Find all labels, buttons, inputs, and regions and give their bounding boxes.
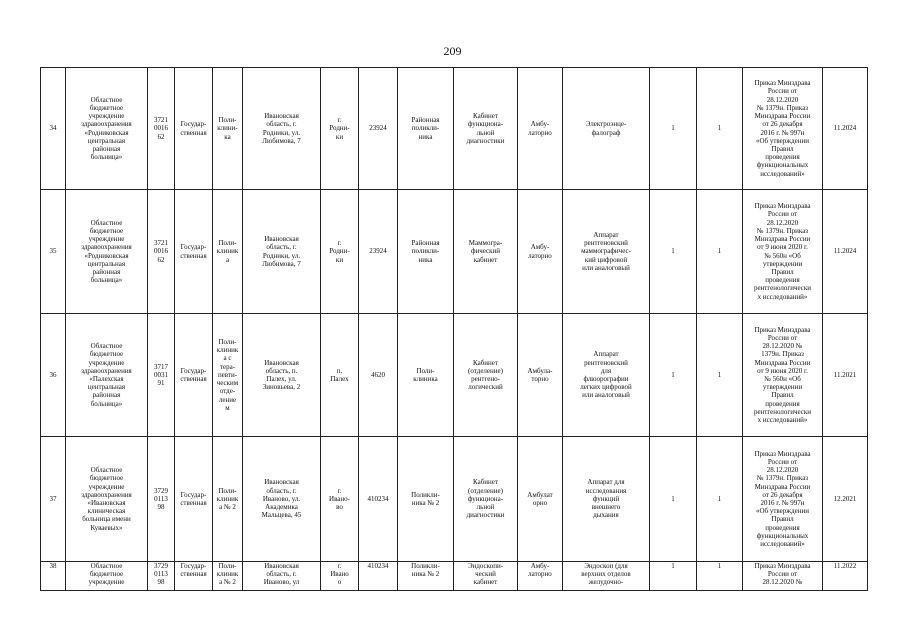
facility-address: Ивановская область, г. Родники, ул. Любимова, 7: [243, 190, 321, 314]
regulatory-order: Приказ Минздрава России от 28.12.2020 № 1379н. Приказ Минздрава России от 9 июня 2020 г. № 560н «Об утверждении Правил проведения рентгенологически х исследований»: [743, 190, 823, 314]
facility-address: Ивановская область, г. Родники, ул. Любимова, 7: [243, 68, 321, 190]
organization-code: 3729 0113 98: [148, 562, 175, 591]
department: Районная поликли- ника: [398, 68, 454, 190]
equipment-name: Аппарат рентгеновский для флюорографии легких цифровой или аналоговый: [563, 314, 650, 437]
organization-name: Областное бюджетное учреждение: [66, 562, 148, 591]
settlement: г. Ивано- во: [321, 437, 359, 562]
page-number: 209: [443, 44, 462, 58]
settlement: п. Палех: [321, 314, 359, 437]
oktmo-code: 4620: [359, 314, 398, 437]
facility-type: Поли- клини- ка: [213, 68, 243, 190]
care-form: Амбу- латорно: [518, 190, 563, 314]
organization-name: Областное бюджетное учреждение здравоохранения «Родниковская центральная районная больница»: [66, 68, 148, 190]
quantity-a: 1: [650, 68, 697, 190]
regulatory-order: Приказ Минздрава России от 28.12.2020 № 1379н. Приказ Минздрава России от 26 декабря 2016 г. № 997н «Об утверждении Правил проведения функциональных исследований»: [743, 437, 823, 562]
equipment-name: Аппарат рентгеновский маммографичес- кий цифровой или аналоговый: [563, 190, 650, 314]
equipment-name: Электроэнце- фалограф: [563, 68, 650, 190]
organization-name: Областное бюджетное учреждение здравоохранения «Родниковская центральная районная больница»: [66, 190, 148, 314]
facility-type: Поли- клиник а с тера- певти- ческим отде- ление м: [213, 314, 243, 437]
date: 11.2021: [823, 314, 868, 437]
date: 11.2022: [823, 562, 868, 591]
organization-code: 3717 0031 91: [148, 314, 175, 437]
row-number: 37: [41, 437, 66, 562]
care-form: Амбулат орно: [518, 437, 563, 562]
settlement: г. Родни- ки: [321, 68, 359, 190]
regulatory-order: Приказ Минздрава России от 28.12.2020 № 1379н. Приказ Минздрава России от 26 декабря 2016 г. № 997н «Об утверждении Правил проведения функциональных исследований»: [743, 68, 823, 190]
oktmo-code: 23924: [359, 68, 398, 190]
oktmo-code: 23924: [359, 190, 398, 314]
unit: Кабинет (отделение) рентгено- логический: [454, 314, 518, 437]
row-number: 38: [41, 562, 66, 591]
oktmo-code: 410234: [359, 562, 398, 591]
facility-address: Ивановская область, п. Палех, ул. Зиновьева, 2: [243, 314, 321, 437]
ownership-form: Государ- ственная: [175, 68, 213, 190]
care-form: Амбу- латорно: [518, 68, 563, 190]
regulatory-order: Приказ Минздрава России от 28.12.2020 № 1379н. Приказ Минздрава России от 9 июня 2020 г. № 560н «Об утверждении Правил проведения рентгенологически х исследований»: [743, 314, 823, 437]
quantity-b: 1: [697, 314, 743, 437]
equipment-name: Эндоскоп (для верхних отделов желудочно-: [563, 562, 650, 591]
facility-type: Поли- клиник а: [213, 190, 243, 314]
ownership-form: Государ- ственная: [175, 437, 213, 562]
quantity-a: 1: [650, 190, 697, 314]
settlement: г. Ивано о: [321, 562, 359, 591]
table-row: [41, 562, 868, 591]
quantity-a: 1: [650, 562, 697, 591]
unit: Кабинет (отделение) функциона- льной диагностики: [454, 437, 518, 562]
date: 11.2024: [823, 190, 868, 314]
date: 11.2024: [823, 68, 868, 190]
date: 12.2021: [823, 437, 868, 562]
quantity-a: 1: [650, 314, 697, 437]
table-row: [41, 68, 868, 190]
regulatory-order: Приказ Минздрава России от 28.12.2020 №: [743, 562, 823, 591]
quantity-b: 1: [697, 562, 743, 591]
ownership-form: Государ- ственная: [175, 314, 213, 437]
table-row: [41, 437, 868, 562]
quantity-b: 1: [697, 68, 743, 190]
quantity-b: 1: [697, 437, 743, 562]
table-row: [41, 314, 868, 437]
facility-address: Ивановская область, г. Иваново, ул. Академика Мальцева, 45: [243, 437, 321, 562]
equipment-registry-table: [40, 67, 868, 591]
settlement: г. Родни- ки: [321, 190, 359, 314]
row-number: 36: [41, 314, 66, 437]
quantity-a: 1: [650, 437, 697, 562]
facility-type: Поли- клиник а № 2: [213, 437, 243, 562]
organization-code: 3721 0016 62: [148, 68, 175, 190]
department: Поли- клиника: [398, 314, 454, 437]
quantity-b: 1: [697, 190, 743, 314]
row-number: 35: [41, 190, 66, 314]
facility-address: Ивановская область, г. Иваново, ул: [243, 562, 321, 591]
organization-code: 3729 0113 98: [148, 437, 175, 562]
organization-name: Областное бюджетное учреждение здравоохранения «Палехская центральная районная больница»: [66, 314, 148, 437]
care-form: Амбула- торно: [518, 314, 563, 437]
equipment-name: Аппарат для исследования функций внешнего дыхания: [563, 437, 650, 562]
ownership-form: Государ- ственная: [175, 562, 213, 591]
unit: Кабинет функциона- льной диагностики: [454, 68, 518, 190]
ownership-form: Государ- ственная: [175, 190, 213, 314]
care-form: Амбу- латорно: [518, 562, 563, 591]
row-number: 34: [41, 68, 66, 190]
department: Поликли- ника № 2: [398, 562, 454, 591]
department: Районная поликли- ника: [398, 190, 454, 314]
organization-name: Областное бюджетное учреждение здравоохранения «Ивановская клиническая больница имени Куваевых»: [66, 437, 148, 562]
department: Поликли- ника № 2: [398, 437, 454, 562]
unit: Маммогра- фический кабинет: [454, 190, 518, 314]
table-row: [41, 190, 868, 314]
organization-code: 3721 0016 62: [148, 190, 175, 314]
facility-type: Поли- клиник а № 2: [213, 562, 243, 591]
oktmo-code: 410234: [359, 437, 398, 562]
unit: Эндоскопи- ческий кабинет: [454, 562, 518, 591]
